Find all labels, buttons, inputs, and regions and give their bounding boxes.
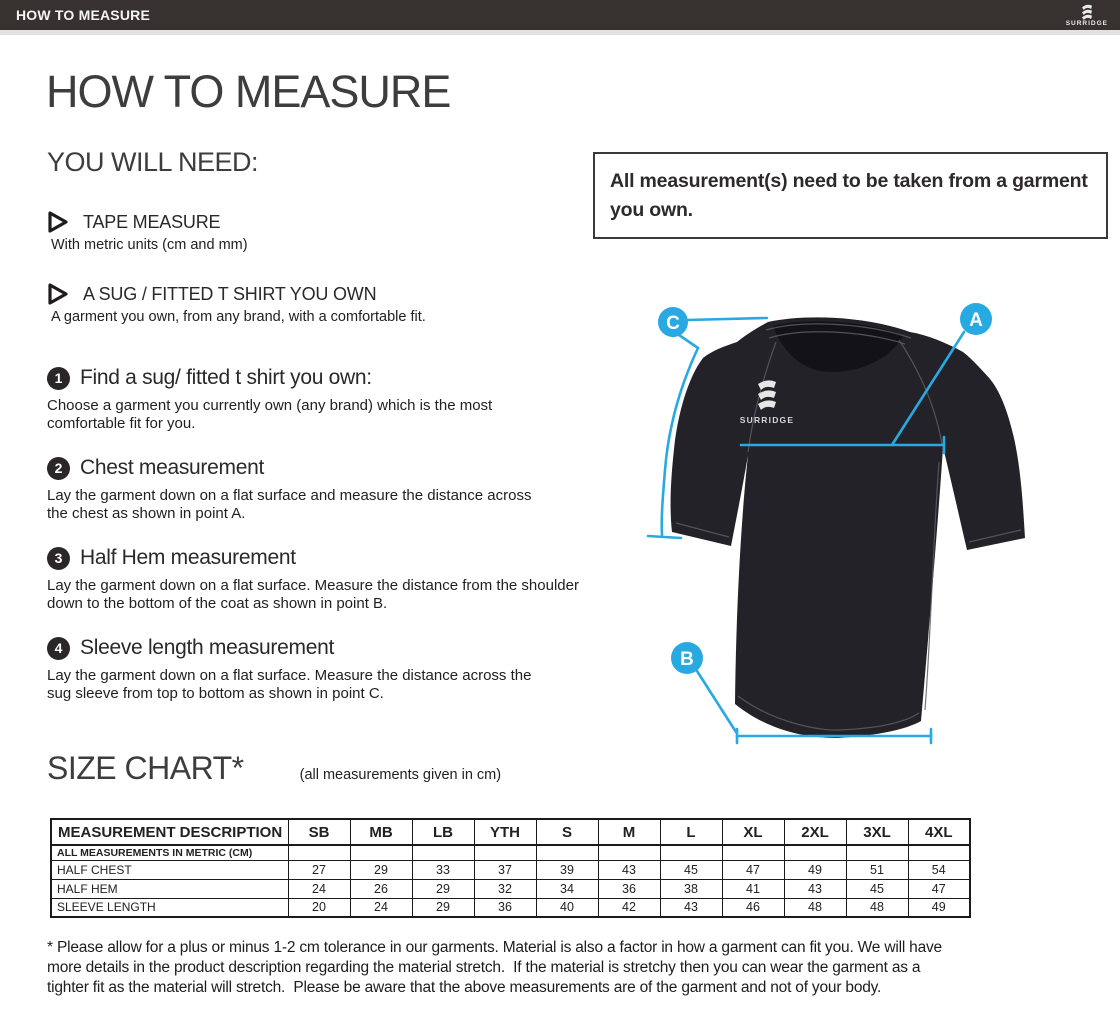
- size-chart-heading-row: [47, 750, 501, 787]
- table-cell: 40: [536, 898, 598, 917]
- table-cell: 45: [846, 879, 908, 898]
- row-label: HALF CHEST: [51, 860, 288, 879]
- step-number-badge: 4: [47, 637, 70, 660]
- step-3: [47, 546, 587, 613]
- need-item-garment: [47, 282, 426, 325]
- step-line: Choose a garment you currently own (any brand) which is the most: [47, 397, 493, 414]
- table-cell: 48: [784, 898, 846, 917]
- step-4: [47, 636, 587, 703]
- step-description: [47, 487, 587, 523]
- step-line: Lay the garment down on a flat surface. Measure the distance from the shoulder: [47, 577, 579, 594]
- step-number-badge: 3: [47, 547, 70, 570]
- shirt-diagram-svg: [595, 280, 1095, 780]
- step-title: Chest measurement: [80, 456, 264, 479]
- column-header: M: [598, 819, 660, 845]
- table-cell: 27: [288, 860, 350, 879]
- table-cell: 41: [722, 879, 784, 898]
- column-header: MB: [350, 819, 412, 845]
- surridge-logo-icon: [1066, 3, 1108, 28]
- table-cell: 33: [412, 860, 474, 879]
- table-cell: 24: [350, 898, 412, 917]
- table-cell: 38: [660, 879, 722, 898]
- step-number-badge: 1: [47, 367, 70, 390]
- step-title: Sleeve length measurement: [80, 636, 334, 659]
- table-cell: 24: [288, 879, 350, 898]
- measure-line-c-to-collar: [687, 318, 767, 320]
- page-title: HOW TO MEASURE: [46, 66, 451, 117]
- footnote-line: tighter fit as the material will stretch. Please be aware that the above measurements are of the garment and not of your body.: [47, 979, 882, 996]
- shirt-measurement-diagram: [595, 280, 1095, 780]
- topbar-title: HOW TO MEASURE: [16, 7, 150, 23]
- table-cell: 37: [474, 860, 536, 879]
- table-cell: 54: [908, 860, 970, 879]
- row-label: HALF HEM: [51, 879, 288, 898]
- table-cell: 43: [784, 879, 846, 898]
- column-header: 4XL: [908, 819, 970, 845]
- table-cell: 36: [598, 879, 660, 898]
- need-item-description: A garment you own, from any brand, with a comfortable fit.: [51, 309, 426, 325]
- table-row: [51, 879, 970, 898]
- topbar-divider: [0, 30, 1120, 35]
- table-cell: 29: [412, 898, 474, 917]
- table-metric-row: [51, 845, 970, 860]
- step-description: [47, 577, 587, 613]
- topbar-brand-text: SURRIDGE: [1065, 19, 1108, 27]
- column-header: 3XL: [846, 819, 908, 845]
- table-cell: 47: [722, 860, 784, 879]
- table-cell: 26: [350, 879, 412, 898]
- step-line: down to the bottom of the coat as shown in point B.: [47, 595, 388, 612]
- step-number-badge: 2: [47, 457, 70, 480]
- step-title: Find a sug/ fitted t shirt you own:: [80, 366, 372, 389]
- column-header: SB: [288, 819, 350, 845]
- table-cell: 32: [474, 879, 536, 898]
- surridge-s-icon: [1077, 3, 1097, 20]
- table-cell: 34: [536, 879, 598, 898]
- column-header: YTH: [474, 819, 536, 845]
- table-row: [51, 860, 970, 879]
- size-chart-subtitle: (all measurements given in cm): [299, 767, 502, 783]
- need-item-tape-measure: [47, 210, 248, 253]
- table-cell: 48: [846, 898, 908, 917]
- column-header: 2XL: [784, 819, 846, 845]
- table-cell: 43: [660, 898, 722, 917]
- table-cell: 49: [784, 860, 846, 879]
- step-line: sug sleeve from top to bottom as shown in point C.: [47, 685, 384, 702]
- table-cell: 29: [412, 879, 474, 898]
- metric-row-label: ALL MEASUREMENTS IN METRIC (CM): [51, 845, 288, 860]
- table-cell: 43: [598, 860, 660, 879]
- column-header: S: [536, 819, 598, 845]
- point-c-label: C: [666, 313, 680, 334]
- need-item-title: A SUG / FITTED T SHIRT YOU OWN: [83, 283, 377, 304]
- table-cell: 46: [722, 898, 784, 917]
- footnote-line: more details in the product description regarding the material stretch. If the material is stretchy then you can wear the garment as a: [47, 959, 921, 976]
- footnote: [47, 938, 942, 998]
- step-line: comfortable fit for you.: [47, 415, 196, 432]
- notice-box: All measurement(s) need to be taken from a garment you own.: [593, 152, 1108, 239]
- step-line: Lay the garment down on a flat surface. Measure the distance across the: [47, 667, 532, 684]
- table-cell: 29: [350, 860, 412, 879]
- column-header: XL: [722, 819, 784, 845]
- footnote-line: * Please allow for a plus or minus 1-2 cm tolerance in our garments. Material is also a factor in how a garment can fit you. We will have: [47, 939, 942, 956]
- column-header: LB: [412, 819, 474, 845]
- measure-line-b-diagonal: [697, 671, 736, 732]
- step-title: Half Hem measurement: [80, 546, 296, 569]
- table-cell: 36: [474, 898, 536, 917]
- step-description: [47, 397, 587, 433]
- top-bar: [0, 0, 1120, 30]
- table-header-row: [51, 819, 970, 845]
- point-b-label: B: [680, 649, 694, 670]
- table-cell: 39: [536, 860, 598, 879]
- step-description: [47, 667, 587, 703]
- size-chart-table: [50, 818, 971, 918]
- table-cell: 45: [660, 860, 722, 879]
- shirt-logo-text: SURRIDGE: [739, 415, 795, 425]
- table-cell: 49: [908, 898, 970, 917]
- arrow-bullet-icon: [47, 282, 69, 306]
- you-will-need-heading: YOU WILL NEED:: [47, 147, 259, 177]
- table-cell: 51: [846, 860, 908, 879]
- measure-tick-sleeve-end: [648, 536, 681, 538]
- need-item-description: With metric units (cm and mm): [51, 237, 248, 253]
- column-header: MEASUREMENT DESCRIPTION: [51, 819, 288, 845]
- table-cell: 42: [598, 898, 660, 917]
- table-row: [51, 898, 970, 917]
- step-2: [47, 456, 587, 523]
- table-cell: 20: [288, 898, 350, 917]
- row-label: SLEEVE LENGTH: [51, 898, 288, 917]
- shirt-body: [671, 317, 1025, 738]
- step-line: Lay the garment down on a flat surface and measure the distance across: [47, 487, 532, 504]
- size-chart-title: SIZE CHART*: [47, 750, 244, 786]
- need-item-title: TAPE MEASURE: [83, 211, 221, 232]
- table-cell: 47: [908, 879, 970, 898]
- step-line: the chest as shown in point A.: [47, 505, 246, 522]
- column-header: L: [660, 819, 722, 845]
- step-1: [47, 366, 587, 433]
- arrow-bullet-icon: [47, 210, 69, 234]
- point-a-label: A: [969, 310, 983, 331]
